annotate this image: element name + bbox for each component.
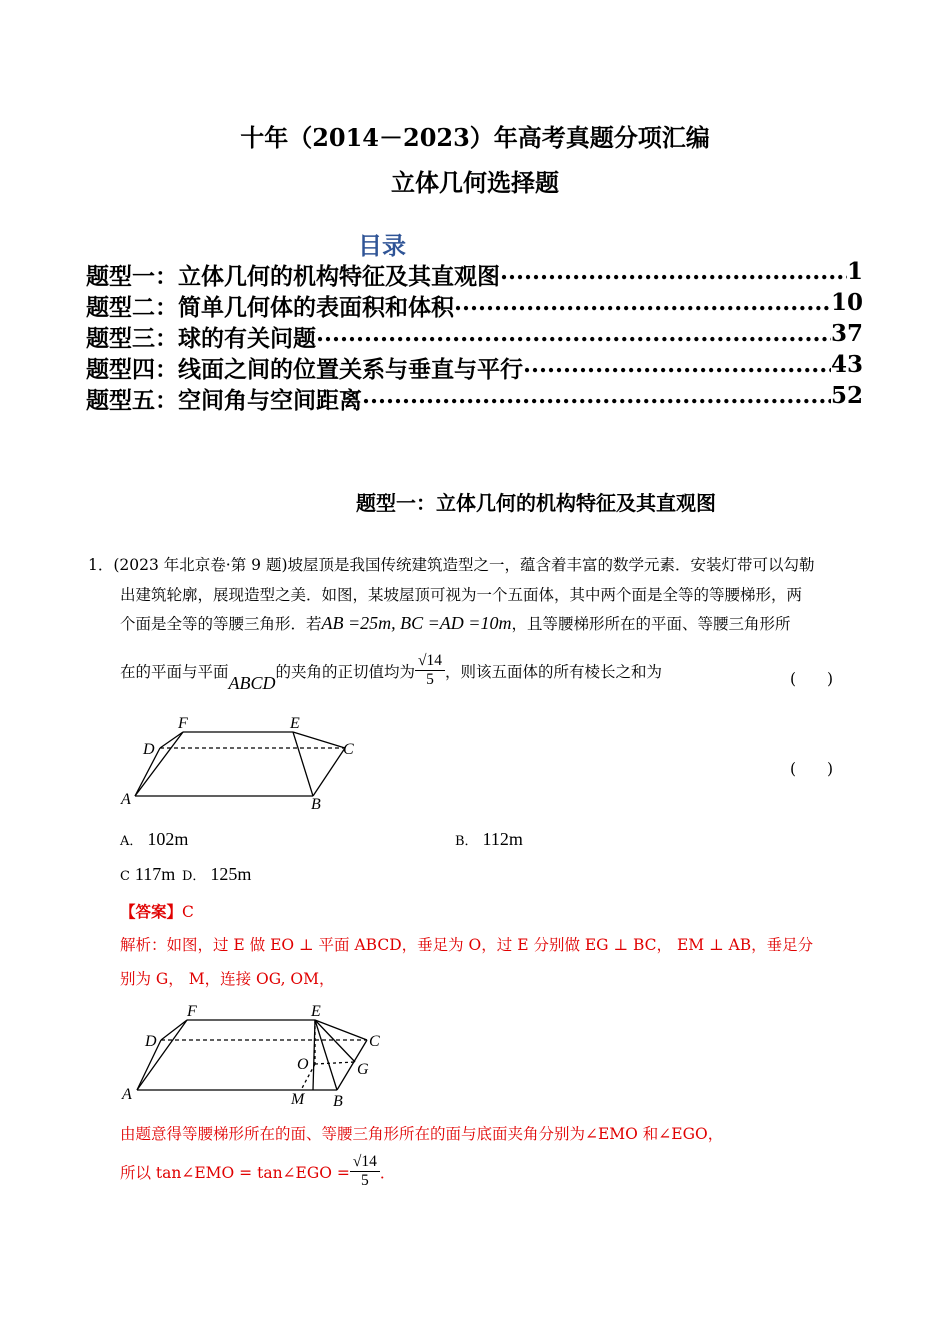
explanation-line: 所以 tan∠EMO = tan∠EGO = $\frac{√14}{5}$ ． [120, 1153, 396, 1189]
document-title: 十年（2014－2023）年高考真题分项汇编 [240, 123, 710, 152]
label-B: B [311, 796, 321, 813]
toc-page: 1 [846, 258, 863, 285]
label-D: D [143, 741, 155, 758]
toc-label: 题型三：球的有关问题 [86, 325, 316, 352]
explanation-line: 由题意得等腰梯形所在的面、等腰三角形所在的面与底面夹角分别为∠EMO 和∠EGO， [120, 1125, 724, 1143]
toc-item[interactable] [86, 351, 863, 384]
toc-page: 10 [830, 289, 863, 316]
label-E: E [290, 715, 300, 732]
label-A: A [121, 791, 131, 808]
section-title: 题型一：立体几何的机构特征及其直观图 [356, 491, 716, 515]
toc-item[interactable] [86, 258, 863, 291]
label-C: C [343, 741, 354, 758]
fraction: $\frac{√14}{5}$ [350, 1153, 380, 1190]
toc-label: 题型一：立体几何的机构特征及其直观图 [86, 263, 500, 290]
fraction: $\frac{√14}{5}$ [415, 652, 445, 689]
toc-page: 37 [830, 320, 863, 347]
question-line: 出建筑轮廓，展现造型之美．如图，某坡屋顶可视为一个五面体，其中两个面是全等的等腰梯形，两 [120, 586, 803, 604]
label-F: F [187, 1003, 197, 1020]
toc-heading: 目录 [358, 231, 406, 260]
answer-parenthesis: ( ) [790, 760, 834, 778]
toc-label: 题型二：简单几何体的表面积和体积 [86, 294, 454, 321]
option-c[interactable]: C 117m [120, 864, 176, 884]
label-O: O [297, 1056, 309, 1073]
explanation-line: 解析：如图，过 E 做 EO ⊥ 平面 ABCD，垂足为 O，过 E 分别做 EG ⊥ BC， EM ⊥ AB，垂足分 [120, 936, 814, 954]
label-C: C [369, 1033, 380, 1050]
option-d[interactable]: D． 125m [182, 864, 252, 884]
pentahedron-solution-figure [115, 1000, 395, 1110]
label-F: F [178, 715, 188, 732]
option-a[interactable]: A． 102m [120, 829, 189, 849]
question-line: 1．(2023 年北京卷·第 9 题)坡屋顶是我国传统建筑造型之一，蕴含着丰富的数学元素．安装灯带可以勾勒 [88, 556, 815, 574]
answer-parenthesis: ( ) [790, 670, 834, 688]
label-B: B [333, 1093, 343, 1110]
option-b[interactable]: B． 112m [455, 829, 523, 849]
label-G: G [357, 1061, 369, 1078]
toc-label: 题型四：线面之间的位置关系与垂直与平行 [86, 356, 523, 383]
toc-item[interactable] [86, 289, 863, 322]
toc-page: 43 [830, 351, 863, 378]
label-D: D [145, 1033, 157, 1050]
pentahedron-figure [115, 710, 365, 815]
toc-label: 题型五：空间角与空间距离 [86, 387, 362, 414]
label-E: E [311, 1003, 321, 1020]
explanation-line: 别为 G， M，连接 OG, OM， [120, 970, 335, 988]
answer-line: 【答案】C [120, 902, 194, 921]
toc-item[interactable] [86, 320, 863, 353]
toc-item[interactable] [86, 382, 863, 415]
document-subtitle: 立体几何选择题 [391, 168, 559, 197]
question-line: 在的平面与平面 ABCD 的夹角的正切值均为 $\frac{√14}{5}$ ，则该五面体的所有棱长之和为 [120, 652, 663, 693]
label-A: A [122, 1086, 132, 1103]
label-M: M [291, 1091, 305, 1108]
question-line: 个面是全等的等腰三角形．若AB =25m, BC =AD =10m，且等腰梯形所在的平面、等腰三角形所 [120, 613, 791, 633]
toc-page: 52 [830, 382, 863, 409]
